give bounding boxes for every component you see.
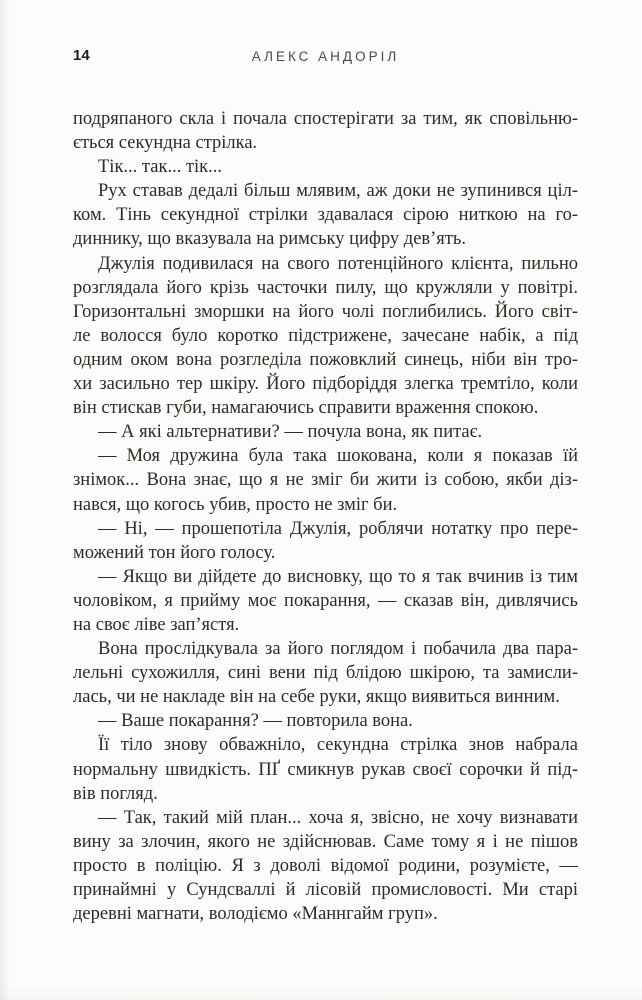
text-line: — А які альтернативи? — почула вона, як питає. — [98, 422, 483, 443]
paragraph — [73, 155, 578, 179]
text-line: нався, що когось убив, просто не зміг би. — [73, 494, 398, 515]
page-number: 14 — [73, 47, 90, 64]
paragraph — [73, 637, 578, 709]
text-line: знімок... Вона знає, що я не зміг би жити із собою, якби діз- — [73, 470, 578, 491]
text-line: на своє ліве зап’ястя. — [73, 614, 240, 635]
paragraph — [73, 252, 578, 421]
paragraph — [73, 107, 578, 155]
running-head-author: АЛЕКС АНДОРІЛ — [251, 49, 400, 64]
paragraph — [73, 709, 578, 733]
text-line: Джулія подивилася на свого потенційного клієнта, пильно — [98, 253, 578, 274]
text-line: лась, чи не накладе він на себе руки, якщо виявиться винним. — [73, 687, 560, 708]
text-line: просто в поліцію. Я з доволі відомої родини, розумієте, — — [73, 855, 578, 876]
text-line: лельні сухожилля, сині вени під блідою шкірою, та замисли- — [73, 663, 578, 684]
text-line: Тік... так... тік... — [98, 157, 223, 178]
text-line: — Ні, — прошепотіла Джулія, роблячи нотатку про пере- — [98, 518, 578, 539]
text-line: ється секундна стрілка. — [73, 133, 258, 154]
text-line: Її тіло знову обважніло, секундна стрілка знов набрала — [98, 735, 578, 756]
paragraph — [73, 444, 578, 516]
paragraph — [73, 420, 578, 444]
text-line: розглядала його крізь часточки пилу, що кружляли у повітрі. — [73, 277, 578, 298]
text-line: — Ваше покарання? — повторила вона. — [98, 711, 413, 732]
text-line: Вона прослідкувала за його поглядом і побачила два пара- — [98, 639, 578, 660]
text-line: — Так, такий мій план... хоча я, звісно, не хочу визнавати — [98, 807, 578, 828]
page-header — [73, 46, 578, 68]
text-line: можений тон його голосу. — [73, 542, 276, 563]
text-line: — Якщо ви дійдете до висновку, що то я так вчинив із тим — [98, 566, 578, 587]
paragraph — [73, 733, 578, 805]
text-line: вину за злочин, якого не здійснював. Саме тому я і не пішов — [73, 831, 578, 852]
text-line: він стискав губи, намагаючись справити враження спокою. — [73, 398, 539, 419]
text-line: Горизонтальні зморшки на його чолі поглибились. Його світ- — [73, 301, 578, 322]
text-line: Рух ставав дедалі більш млявим, аж доки не зупинився ціл- — [98, 181, 578, 202]
text-line: подряпаного скла і почала спостерігати за тим, як сповільню- — [73, 109, 578, 129]
text-line: ком. Тінь секундної стрілки здавалася сірою ниткою на го- — [73, 205, 578, 226]
text-line: диннику, що вказувала на римську цифру дев’ять. — [73, 229, 466, 250]
text-line: нормальну швидкість. ПҐ смикнув рукав своєї сорочки й під- — [73, 759, 578, 780]
text-line: — Моя дружина була така шокована, коли я показав їй — [98, 446, 578, 467]
text-line: ле волосся було коротко підстрижене, зачесане набік, а під — [73, 325, 578, 346]
paragraph — [73, 517, 578, 565]
paragraph — [73, 806, 578, 926]
text-line: принаймні у Сундсваллі й лісовій промисловості. Ми старі — [73, 880, 578, 900]
text-line: одним оком вона розгледіла пожовклий синець, ніби він тро- — [73, 349, 578, 370]
text-line: деревні магнати, володіємо «Маннгайм груп». — [73, 904, 438, 925]
paragraph — [73, 179, 578, 251]
paragraph — [73, 565, 578, 637]
text-line: вів погляд. — [73, 783, 158, 804]
page-body — [73, 107, 578, 926]
text-line: хи засильно тер шкіру. Його підборіддя злегка тремтіло, коли — [73, 374, 578, 395]
text-line: чоловіком, я прийму моє покарання, — сказав він, дивлячись — [73, 590, 578, 611]
